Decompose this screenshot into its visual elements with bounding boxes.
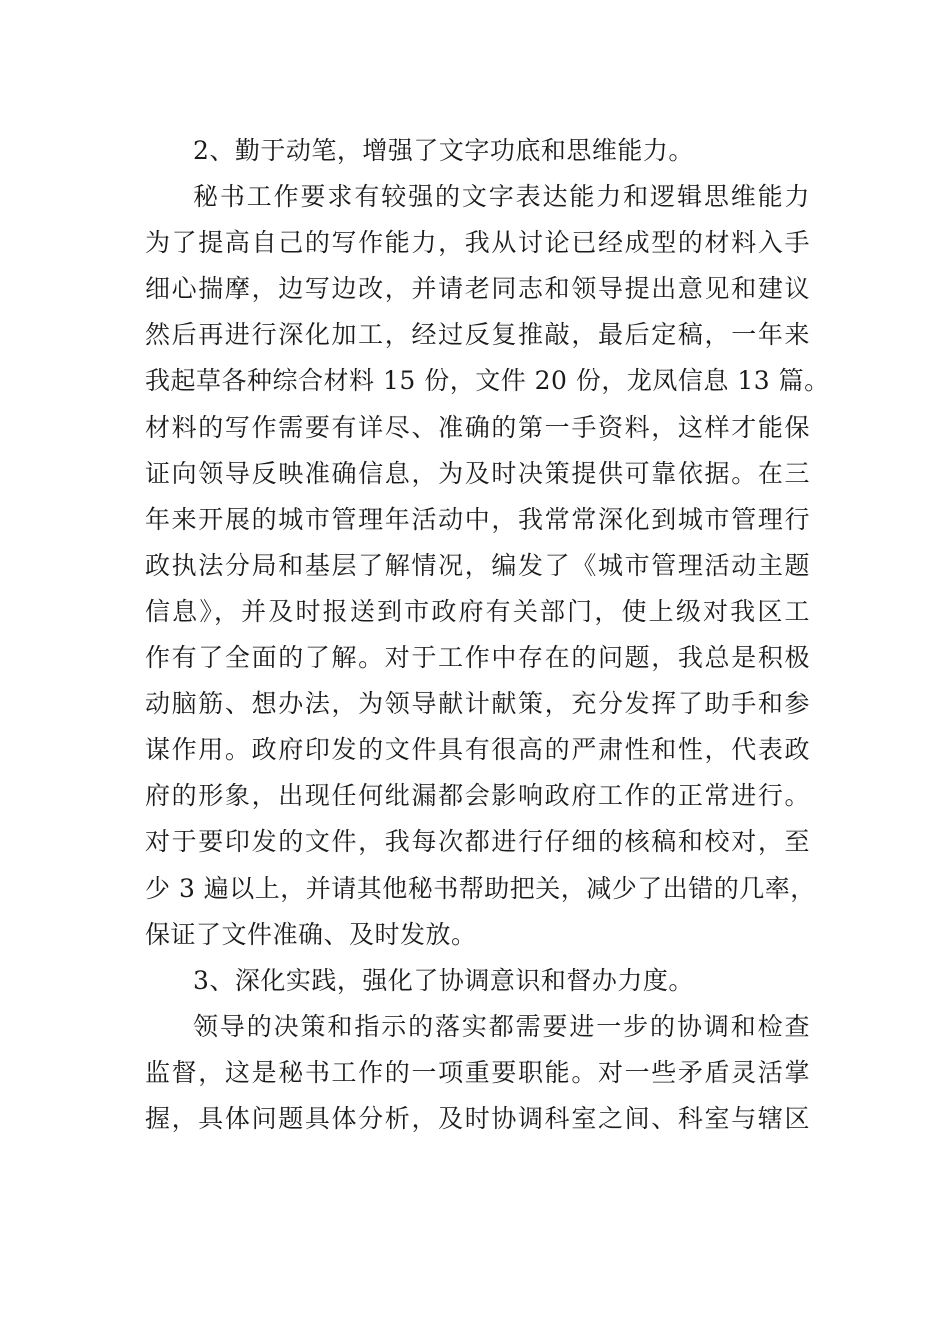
text-line: 政执法分局和基层了解情况，编发了《城市管理活动主题 xyxy=(145,550,810,580)
text-line: 领导的决策和指示的落实都需要进一步的协调和检查 xyxy=(193,1011,810,1041)
text-line: 材料的写作需要有详尽、准确的第一手资料，这样才能保 xyxy=(145,412,810,442)
text-line: 然后再进行深化加工，经过反复推敲，最后定稿，一年来 xyxy=(145,320,810,350)
text-line: 谋作用。政府印发的文件具有很高的严肃性和性，代表政 xyxy=(145,735,810,765)
text-line: 2、勤于动笔，增强了文字功底和思维能力。 xyxy=(193,136,694,165)
text-line: 为了提高自己的写作能力，我从讨论已经成型的材料入手 xyxy=(145,228,810,258)
text-line: 动脑筋、想办法，为领导献计献策，充分发挥了助手和参 xyxy=(145,689,810,719)
text-line: 信息》，并及时报送到市政府有关部门，使上级对我区工 xyxy=(145,596,810,626)
text-line: 府的形象，出现任何纰漏都会影响政府工作的正常进行。 xyxy=(145,781,810,811)
text-line: 保证了文件准确、及时发放。 xyxy=(145,919,477,949)
text-line: 秘书工作要求有较强的文字表达能力和逻辑思维能力 xyxy=(193,182,810,212)
text-line: 我起草各种综合材料 15 份，文件 20 份，龙凤信息 13 篇。 xyxy=(145,366,830,396)
text-line: 证向领导反映准确信息，为及时决策提供可靠依据。在三 xyxy=(145,458,810,488)
text-line: 对于要印发的文件，我每次都进行仔细的核稿和校对，至 xyxy=(145,827,810,857)
text-line: 年来开展的城市管理年活动中，我常常深化到城市管理行 xyxy=(145,504,810,534)
text-line: 作有了全面的了解。对于工作中存在的问题，我总是积极 xyxy=(145,643,810,673)
text-line: 握，具体问题具体分析，及时协调科室之间、科室与辖区 xyxy=(145,1103,810,1133)
text-line: 3、深化实践，强化了协调意识和督办力度。 xyxy=(193,965,694,995)
text-line: 细心揣摩，边写边改，并请老同志和领导提出意见和建议 xyxy=(145,274,810,304)
document-body xyxy=(145,128,830,1142)
text-line: 监督，这是秘书工作的一项重要职能。对一些矛盾灵活掌 xyxy=(145,1057,810,1087)
text-line: 少 3 遍以上，并请其他秘书帮助把关，减少了出错的几率， xyxy=(145,873,816,903)
